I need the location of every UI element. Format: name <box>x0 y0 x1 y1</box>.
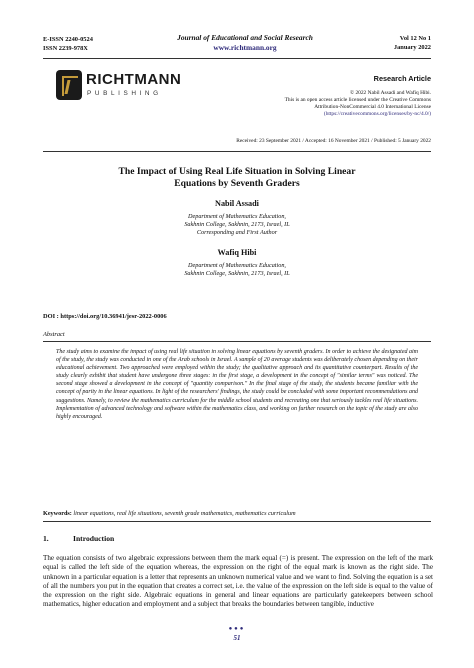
article-title-line-1: The Impact of Using Real Life Situation in Solving Linear <box>118 166 356 177</box>
publication-dates: Received: 23 September 2021 / Accepted: 16 November 2021 / Published: 5 January 2022 <box>236 138 431 144</box>
eissn: E-ISSN 2240-0524 <box>43 36 93 43</box>
article-title <box>60 166 414 190</box>
section-heading <box>43 534 114 543</box>
author-affiliation <box>60 262 414 278</box>
keywords-label: Keywords: <box>43 510 72 517</box>
publisher-logo <box>56 66 182 112</box>
abstract-bottom-rule <box>43 521 431 522</box>
volume-issue: Vol 12 No 1 <box>399 35 431 42</box>
abstract-heading: Abstract <box>43 331 65 338</box>
publisher-name: RICHTMANN <box>86 71 182 88</box>
issn: ISSN 2239-978X <box>43 45 88 52</box>
license-line: This is an open access article licensed under the Creative Commons <box>284 97 431 103</box>
publisher-subtitle: PUBLISHING <box>87 90 162 97</box>
abstract-text: The study aims to examine the impact of using real life situation in solving linear equations by seventh graders. In order to achieve the designated aim of the study, the study was conducted in one of the Arab schools in Israel. A sample of 20 average students was deliberately chosen depending on their educational achievement. Two approached were employed within the study; the qualitative approach and its quantitative counterpart. Results of the study clearly exhibit that student have undergone three stages: in the first stage, a development in the concept of "similar terms" was noticed. The second stage showed a development in the concept of "quantity comparison." In the final stage of the study, the students became familiar with the concept of parity in the linear equations. In light of the researchers' findings, the study could be concluded with some important recommendations and suggestions. Namely, to review the mathematics curriculum for the middle school students and recreating one that seriously tackles real life situations. Implementation of advanced technology and software within the mathematics class, and working on further research on the topic of the study are also highly encouraged. <box>56 349 418 420</box>
affiliation-college: Sakhnin College, Sakhnin, 2173, Israel, IL <box>184 270 290 277</box>
journal-title-block <box>140 33 350 53</box>
journal-website-link[interactable]: www.richtmann.org <box>213 43 277 52</box>
author-name: Wafiq Hibi <box>217 248 257 257</box>
article-title-line-2: Equations by Seventh Graders <box>174 178 300 189</box>
copyright-line: © 2022 Nabil Assadi and Wafiq Hibi. <box>350 90 431 96</box>
doi-link[interactable]: DOI : https://doi.org/10.36941/jesr-2022-0006 <box>43 313 167 320</box>
header-rule <box>43 58 431 59</box>
page-number: 51 <box>233 634 241 642</box>
section-title: Introduction <box>73 534 115 543</box>
journal-title: Journal of Educational and Social Research <box>177 33 313 42</box>
article-type: Research Article <box>373 74 431 83</box>
license-link[interactable]: (https://creativecommons.org/licenses/by-nc/4.0/) <box>323 111 431 117</box>
publisher-logo-icon <box>56 70 82 100</box>
affiliation-college: Sakhnin College, Sakhnin, 2173, Israel, IL <box>184 221 290 228</box>
corresponding-author-note: Corresponding and First Author <box>196 229 278 236</box>
license-block <box>231 90 431 118</box>
affiliation-department: Department of Mathematics Education, <box>188 262 286 269</box>
journal-issue-block <box>394 34 431 52</box>
dates-rule <box>43 151 431 152</box>
affiliation-department: Department of Mathematics Education, <box>188 213 286 220</box>
author-name: Nabil Assadi <box>215 199 259 208</box>
keywords <box>43 510 433 517</box>
issue-date: January 2022 <box>393 44 431 51</box>
journal-issn-block <box>43 35 93 53</box>
author-affiliation <box>60 213 414 237</box>
section-number: 1. <box>43 534 49 543</box>
page-ornament: ●●● <box>228 626 246 632</box>
license-name: Attribution-NonCommercial 4.0 International License <box>314 104 431 110</box>
introduction-paragraph: The equation consists of two algebraic expressions between them the mark equal (=) is present. The expression on the left of the mark equal is called the left side of the equation whereas, the expression on the right of the equal mark is known as the right side. The unknown in a particular equation is a letter that represents an unknown numerical value and we want to find. Solving the equation is a set of all the numbers you put in the equation that creates a correct set, i.e. the value of the expression on the left side is equal to the value of the expression on the right side. Algebraic equations in general and linear equations are particularly gatekeepers between school mathematics, higher education and employment and a subject that breaks the boundaries between tangible, inductive <box>43 554 433 609</box>
abstract-top-rule <box>43 341 431 342</box>
keywords-list: linear equations, real life situations, seventh grade mathematics, mathematics curriculum <box>71 510 296 517</box>
